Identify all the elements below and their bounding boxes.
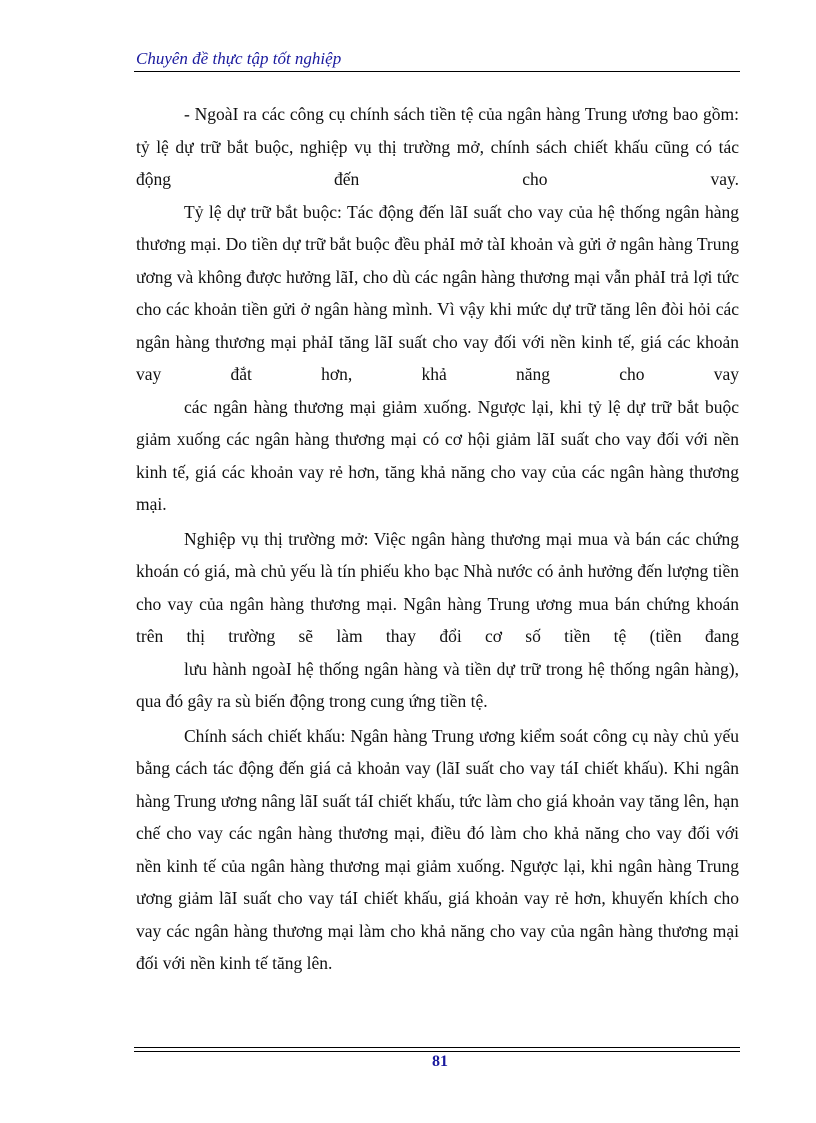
header-rule <box>134 71 740 72</box>
paragraph-intro: - NgoàI ra các công cụ chính sách tiền tệ của ngân hàng Trung ương bao gồm: tỷ lệ dự trữ bắt buộc, nghiệp vụ thị trường mở, chính sách chiết khấu cũng có tác động đến cho vay. <box>136 104 739 189</box>
paragraph-open-market: Nghiệp vụ thị trường mở: Việc ngân hàng thương mại mua và bán các chứng khoán có giá, mà chủ yếu là tín phiếu kho bạc Nhà nước có ảnh hưởng đến lượng tiền cho vay của ngân hàng thương mại. Ngân hàng Trung ương mua bán chứng khoán trên thị trường sẽ làm thay đổi cơ số tiền tệ (tiền đang <box>136 528 739 646</box>
page-number: 81 <box>432 1053 448 1070</box>
paragraph-reserve-ratio-cont: các ngân hàng thương mại giảm xuống. Ngược lại, khi tỷ lệ dự trữ bắt buộc giảm xuống các ngân hàng thương mại có cơ hội giảm lãI suất cho vay đối với nền kinh tế, giá các khoản vay rẻ hơn, tăng khả năng cho vay của các ngân hàng thương mại. <box>136 396 739 514</box>
paragraph-discount-policy: Chính sách chiết khấu: Ngân hàng Trung ương kiểm soát công cụ này chủ yếu bằng cách tác động đến giá cả khoản vay (lãI suất cho vay táI chiết khấu). Khi ngân hàng Trung ương nâng lãI suất táI chiết khấu, tức làm cho giá khoản vay tăng lên, hạn chế cho vay các ngân hàng thương mại, điều đó làm cho khả năng cho vay đối với nền kinh tế của ngân hàng thương mại giảm xuống. Ngược lại, khi ngân hàng Trung ương giảm lãI suất cho vay táI chiết khấu, giá khoản vay rẻ hơn, khuyến khích cho vay các ngân hàng thương mại làm cho khả năng cho vay của ngân hàng thương mại đối với nền kinh tế tăng lên. <box>136 725 739 973</box>
footer-rule-top <box>134 1047 740 1048</box>
paragraph-open-market-cont: lưu hành ngoàI hệ thống ngân hàng và tiền dự trữ trong hệ thống ngân hàng), qua đó gây ra sù biến động trong cung ứng tiền tệ. <box>136 658 739 711</box>
footer-rule-bottom <box>134 1051 740 1052</box>
document-body <box>136 98 739 980</box>
header-title: Chuyên đề thực tập tốt nghiệp <box>136 49 342 68</box>
paragraph-reserve-ratio: Tỷ lệ dự trữ bắt buộc: Tác động đến lãI suất cho vay của hệ thống ngân hàng thương mại. Do tiền dự trữ bắt buộc đều phảI mở tàI khoản và gửi ở ngân hàng Trung ương và không được hưởng lãI, cho dù các ngân hàng thương mại vẫn phảI trả lợi tức cho các khoản tiền gửi ở ngân hàng mình. Vì vậy khi mức dự trữ tăng lên đòi hỏi các ngân hàng thương mại phảI tăng lãI suất cho vay đối với nền kinh tế, giá các khoản vay đắt hơn, khả năng cho vay <box>136 201 739 384</box>
